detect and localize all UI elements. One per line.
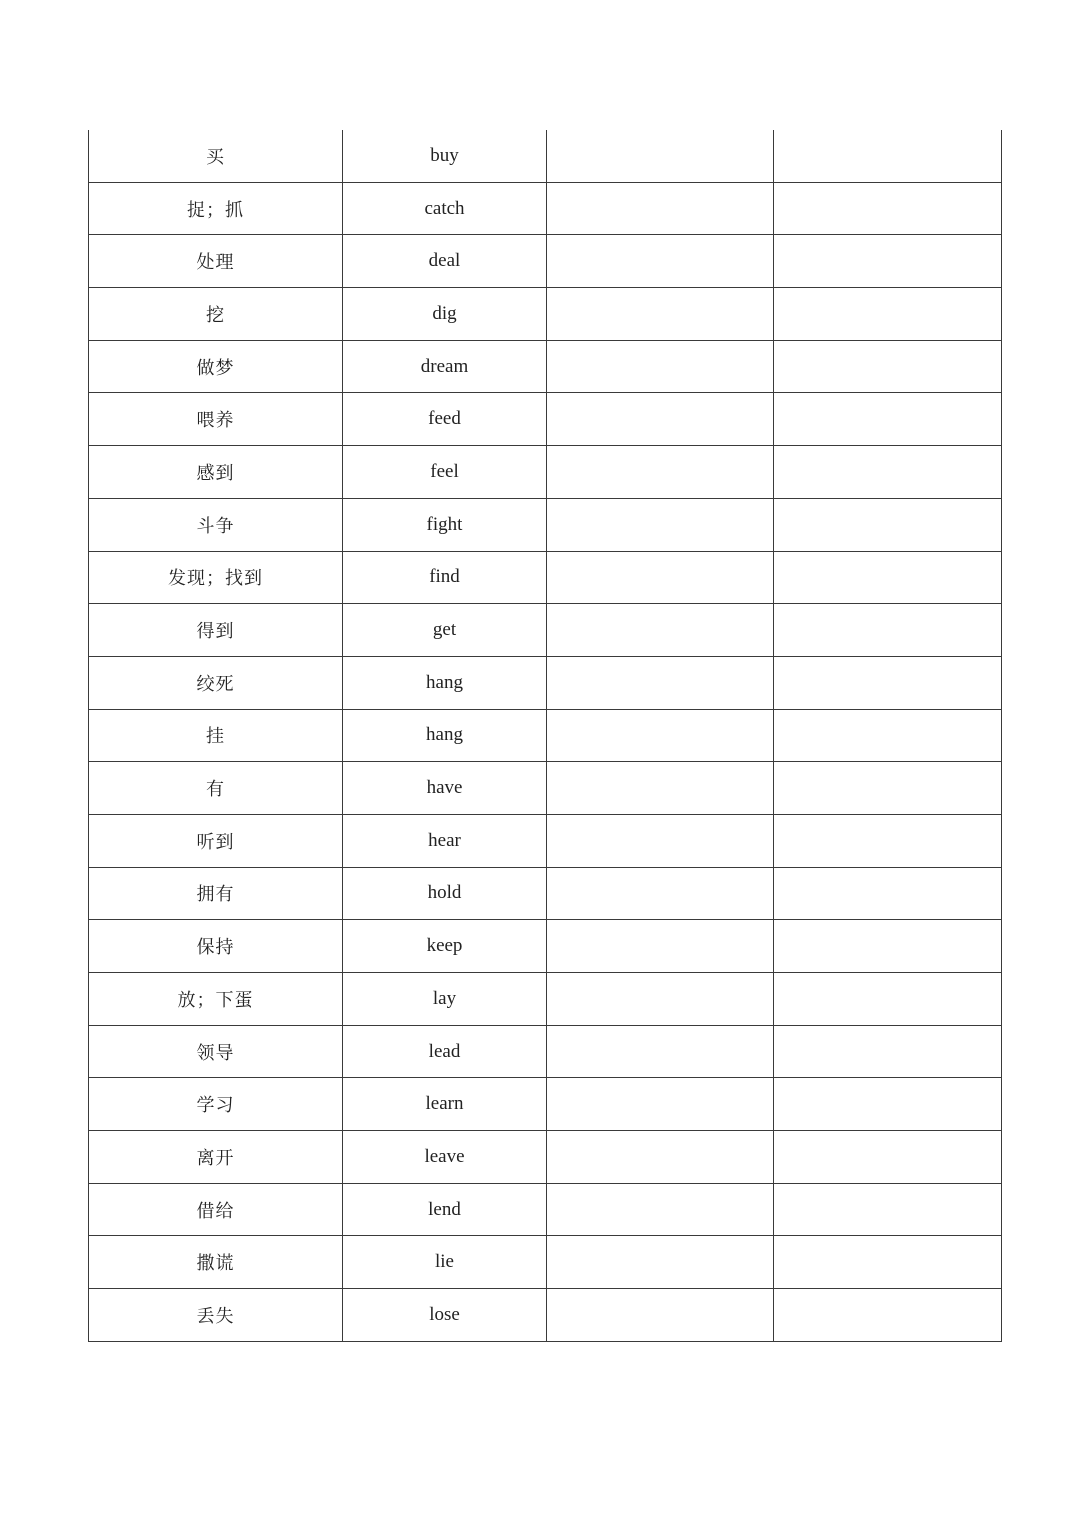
blank-answer-cell bbox=[774, 235, 1002, 288]
chinese-meaning-cell: 丢失 bbox=[89, 1289, 343, 1342]
blank-answer-cell bbox=[547, 656, 774, 709]
blank-answer-cell bbox=[774, 656, 1002, 709]
english-word-cell: dream bbox=[343, 340, 547, 393]
blank-answer-cell bbox=[547, 867, 774, 920]
table-row bbox=[89, 446, 1002, 499]
chinese-meaning-cell: 感到 bbox=[89, 446, 343, 499]
blank-answer-cell bbox=[774, 446, 1002, 499]
english-word-cell: lend bbox=[343, 1183, 547, 1236]
english-word-cell: dig bbox=[343, 288, 547, 341]
table-row bbox=[89, 867, 1002, 920]
english-word-cell: keep bbox=[343, 920, 547, 973]
chinese-meaning-cell: 放；下蛋 bbox=[89, 973, 343, 1026]
table-row bbox=[89, 498, 1002, 551]
blank-answer-cell bbox=[774, 973, 1002, 1026]
blank-answer-cell bbox=[774, 393, 1002, 446]
english-word-cell: hear bbox=[343, 814, 547, 867]
chinese-meaning-cell: 听到 bbox=[89, 814, 343, 867]
chinese-meaning-cell: 离开 bbox=[89, 1131, 343, 1184]
english-word-cell: find bbox=[343, 551, 547, 604]
table-row bbox=[89, 973, 1002, 1026]
english-word-cell: lead bbox=[343, 1025, 547, 1078]
english-word-cell: fight bbox=[343, 498, 547, 551]
english-word-cell: have bbox=[343, 762, 547, 815]
blank-answer-cell bbox=[547, 762, 774, 815]
blank-answer-cell bbox=[547, 340, 774, 393]
english-word-cell: hold bbox=[343, 867, 547, 920]
blank-answer-cell bbox=[547, 182, 774, 235]
blank-answer-cell bbox=[547, 1183, 774, 1236]
blank-answer-cell bbox=[547, 973, 774, 1026]
blank-answer-cell bbox=[774, 288, 1002, 341]
blank-answer-cell bbox=[774, 1236, 1002, 1289]
english-word-cell: feed bbox=[343, 393, 547, 446]
chinese-meaning-cell: 处理 bbox=[89, 235, 343, 288]
english-word-cell: buy bbox=[343, 130, 547, 182]
chinese-meaning-cell: 有 bbox=[89, 762, 343, 815]
table-row bbox=[89, 340, 1002, 393]
blank-answer-cell bbox=[774, 709, 1002, 762]
table-row bbox=[89, 604, 1002, 657]
table-row bbox=[89, 182, 1002, 235]
vocabulary-table-body bbox=[89, 130, 1002, 1341]
blank-answer-cell bbox=[547, 498, 774, 551]
chinese-meaning-cell: 领导 bbox=[89, 1025, 343, 1078]
blank-answer-cell bbox=[547, 709, 774, 762]
chinese-meaning-cell: 撒谎 bbox=[89, 1236, 343, 1289]
blank-answer-cell bbox=[547, 604, 774, 657]
blank-answer-cell bbox=[774, 551, 1002, 604]
blank-answer-cell bbox=[774, 1025, 1002, 1078]
english-word-cell: lay bbox=[343, 973, 547, 1026]
chinese-meaning-cell: 保持 bbox=[89, 920, 343, 973]
english-word-cell: catch bbox=[343, 182, 547, 235]
blank-answer-cell bbox=[774, 182, 1002, 235]
english-word-cell: hang bbox=[343, 709, 547, 762]
table-row bbox=[89, 1236, 1002, 1289]
blank-answer-cell bbox=[774, 814, 1002, 867]
chinese-meaning-cell: 买 bbox=[89, 130, 343, 182]
blank-answer-cell bbox=[774, 867, 1002, 920]
english-word-cell: lie bbox=[343, 1236, 547, 1289]
chinese-meaning-cell: 做梦 bbox=[89, 340, 343, 393]
vocabulary-table bbox=[88, 130, 1002, 1342]
english-word-cell: learn bbox=[343, 1078, 547, 1131]
table-row bbox=[89, 656, 1002, 709]
chinese-meaning-cell: 发现；找到 bbox=[89, 551, 343, 604]
table-row bbox=[89, 235, 1002, 288]
english-word-cell: hang bbox=[343, 656, 547, 709]
blank-answer-cell bbox=[547, 1078, 774, 1131]
blank-answer-cell bbox=[774, 498, 1002, 551]
blank-answer-cell bbox=[547, 130, 774, 182]
blank-answer-cell bbox=[547, 551, 774, 604]
table-row bbox=[89, 1183, 1002, 1236]
table-row bbox=[89, 814, 1002, 867]
blank-answer-cell bbox=[774, 1289, 1002, 1342]
chinese-meaning-cell: 挂 bbox=[89, 709, 343, 762]
blank-answer-cell bbox=[547, 1025, 774, 1078]
blank-answer-cell bbox=[774, 920, 1002, 973]
table-row bbox=[89, 920, 1002, 973]
chinese-meaning-cell: 喂养 bbox=[89, 393, 343, 446]
blank-answer-cell bbox=[774, 1078, 1002, 1131]
blank-answer-cell bbox=[547, 446, 774, 499]
english-word-cell: lose bbox=[343, 1289, 547, 1342]
english-word-cell: get bbox=[343, 604, 547, 657]
blank-answer-cell bbox=[774, 1131, 1002, 1184]
blank-answer-cell bbox=[547, 235, 774, 288]
blank-answer-cell bbox=[774, 762, 1002, 815]
chinese-meaning-cell: 捉；抓 bbox=[89, 182, 343, 235]
table-row bbox=[89, 393, 1002, 446]
blank-answer-cell bbox=[547, 1289, 774, 1342]
table-row bbox=[89, 1025, 1002, 1078]
table-row bbox=[89, 709, 1002, 762]
table-row bbox=[89, 551, 1002, 604]
english-word-cell: feel bbox=[343, 446, 547, 499]
table-row bbox=[89, 130, 1002, 182]
blank-answer-cell bbox=[774, 1183, 1002, 1236]
chinese-meaning-cell: 挖 bbox=[89, 288, 343, 341]
chinese-meaning-cell: 绞死 bbox=[89, 656, 343, 709]
blank-answer-cell bbox=[774, 604, 1002, 657]
chinese-meaning-cell: 拥有 bbox=[89, 867, 343, 920]
blank-answer-cell bbox=[547, 393, 774, 446]
blank-answer-cell bbox=[547, 1131, 774, 1184]
table-row bbox=[89, 1289, 1002, 1342]
table-row bbox=[89, 1131, 1002, 1184]
table-row bbox=[89, 288, 1002, 341]
english-word-cell: leave bbox=[343, 1131, 547, 1184]
chinese-meaning-cell: 斗争 bbox=[89, 498, 343, 551]
blank-answer-cell bbox=[547, 920, 774, 973]
table-row bbox=[89, 1078, 1002, 1131]
chinese-meaning-cell: 得到 bbox=[89, 604, 343, 657]
blank-answer-cell bbox=[774, 130, 1002, 182]
chinese-meaning-cell: 借给 bbox=[89, 1183, 343, 1236]
blank-answer-cell bbox=[547, 1236, 774, 1289]
english-word-cell: deal bbox=[343, 235, 547, 288]
blank-answer-cell bbox=[547, 288, 774, 341]
blank-answer-cell bbox=[547, 814, 774, 867]
chinese-meaning-cell: 学习 bbox=[89, 1078, 343, 1131]
table-row bbox=[89, 762, 1002, 815]
blank-answer-cell bbox=[774, 340, 1002, 393]
